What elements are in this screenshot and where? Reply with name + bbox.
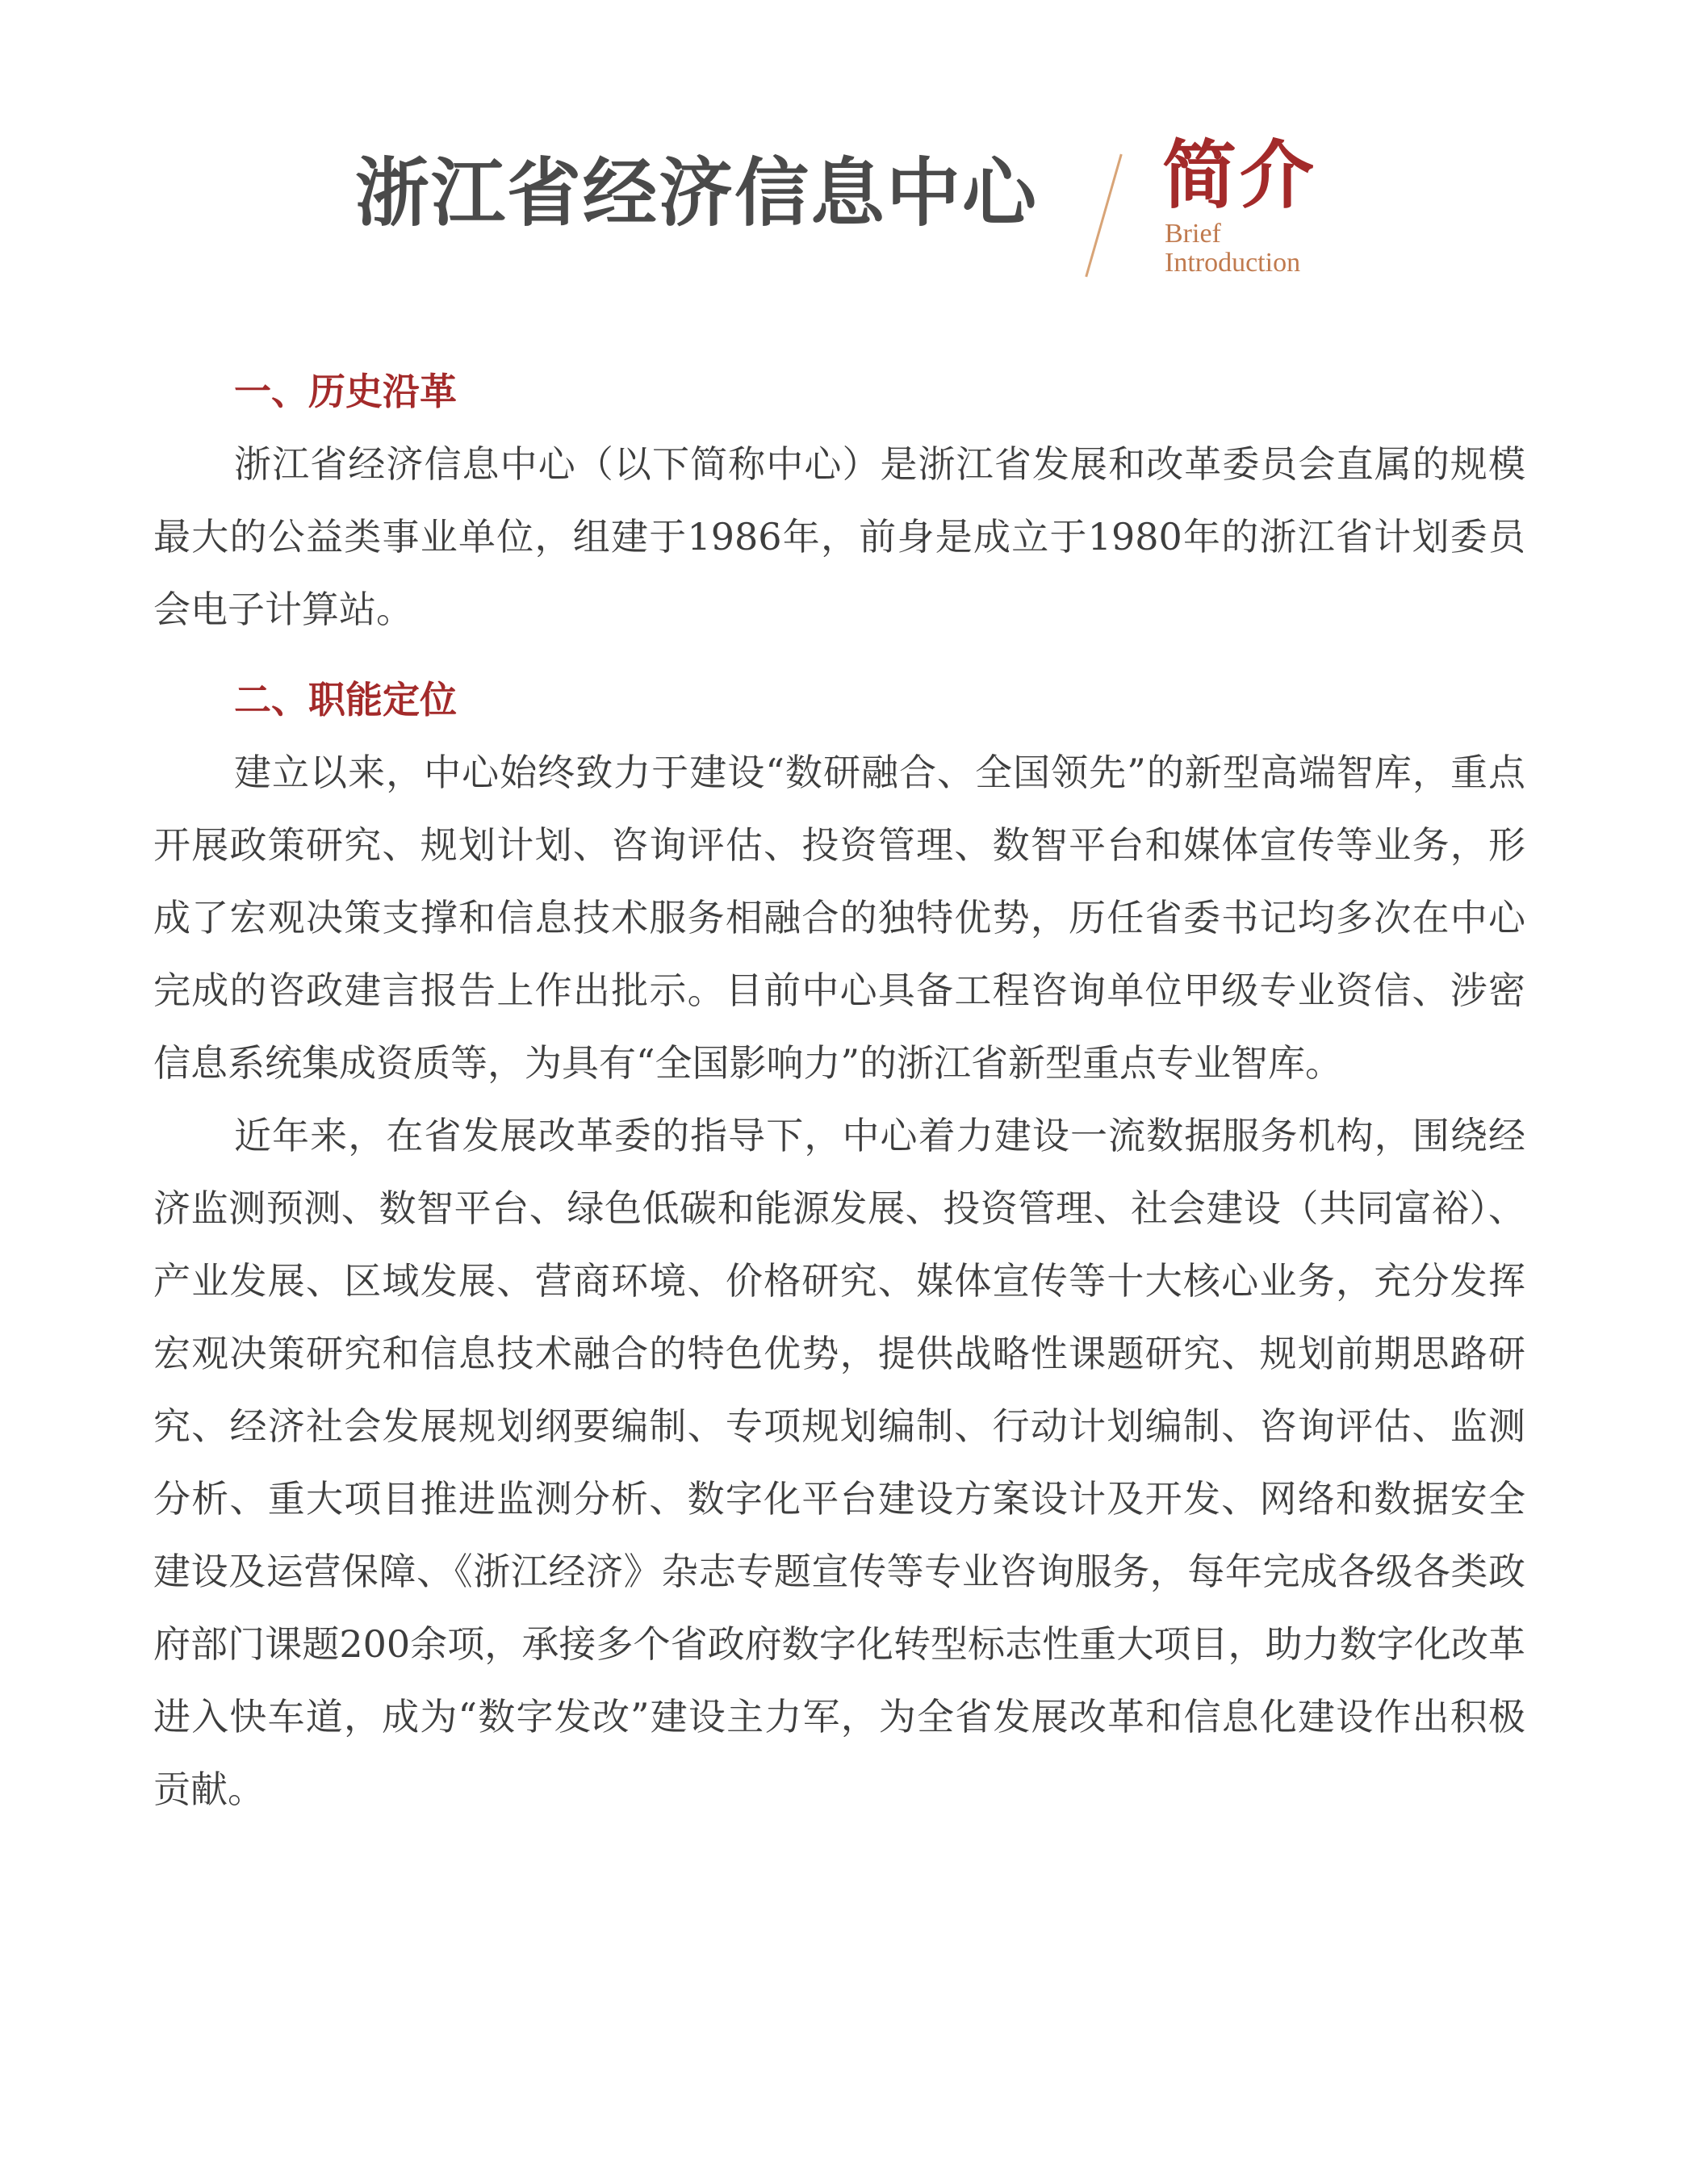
intro-heading-cn: 简介	[1162, 132, 1318, 219]
section-title-history: 一、历史沿革	[234, 370, 457, 413]
intro-en-line1: Brief	[1165, 219, 1221, 249]
section-function	[153, 663, 1525, 1826]
paragraph: 浙江省经济信息中心（以下简称中心）是浙江省发展和改革委员会直属的规模最大的公益类事业单位，组建于1986年，前身是成立于1980年的浙江省计划委员会电子计算站。	[153, 442, 1525, 631]
title-divider	[1085, 154, 1122, 278]
intro-heading-en	[1165, 220, 1300, 278]
intro-en-line2: Introduction	[1165, 248, 1301, 278]
section-spacer	[153, 646, 1525, 663]
document-body	[153, 355, 1525, 1826]
org-title: 浙江省经济信息中心	[355, 150, 1039, 236]
paragraph: 建立以来，中心始终致力于建设“数研融合、全国领先”的新型高端智库，重点开展政策研究、规划计划、咨询评估、投资管理、数智平台和媒体宣传等业务，形成了宏观决策支撑和信息技术服务相融合的独特优势，历任省委书记均多次在中心完成的咨政建言报告上作出批示。目前中心具备工程咨询单位甲级专业资信、涉密信息系统集成资质等，为具有“全国影响力”的浙江省新型重点专业智库。	[153, 751, 1525, 1085]
paragraph: 近年来，在省发展改革委的指导下，中心着力建设一流数据服务机构，围绕经济监测预测、数智平台、绿色低碳和能源发展、投资管理、社会建设（共同富裕）、产业发展、区域发展、营商环境、价格研究、媒体宣传等十大核心业务，充分发挥宏观决策研究和信息技术融合的特色优势，提供战略性课题研究、规划前期思路研究、经济社会发展规划纲要编制、专项规划编制、行动计划编制、咨询评估、监测分析、重大项目推进监测分析、数字化平台建设方案设计及开发、网络和数据安全建设及运营保障、《浙江经济》杂志专题宣传等专业咨询服务，每年完成各级各类政府部门课题200余项，承接多个省政府数字化转型标志性重大项目，助力数字化改革进入快车道，成为“数字发改”建设主力军，为全省发展改革和信息化建设作出积极贡献。	[153, 1114, 1525, 1811]
section-history	[153, 355, 1525, 646]
section-title-function: 二、职能定位	[234, 678, 457, 722]
page-header	[0, 121, 1682, 291]
